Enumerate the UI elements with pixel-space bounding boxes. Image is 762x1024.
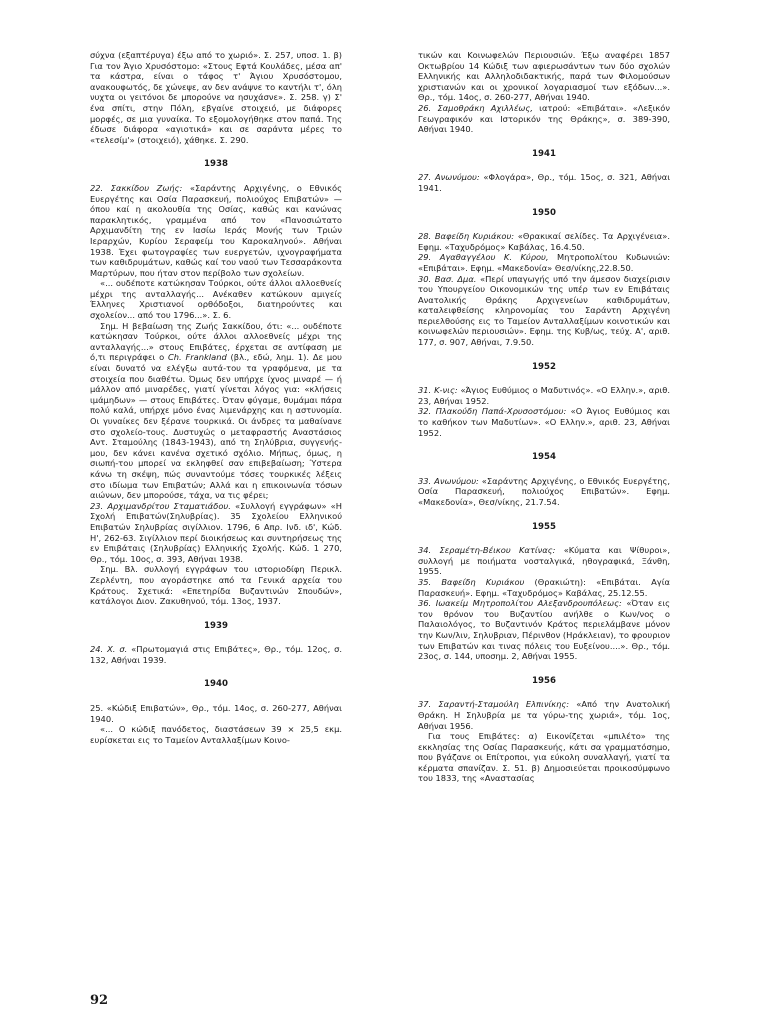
- entry-22-quote: «... ουδέποτε κατώκησαν Τούρκοι, ούτε άλλοι αλλοεθνείς μέχρι της ανταλλαγής... Ανέκαθεν κατώκουν αμιγείς Έλληνες Χριστιανοί ορθόδοξοι, διατηρούντες και σχολείον... από του 1796...». Σ. 6.: [90, 278, 342, 321]
- entry-32-text: «Ο Άγιος Ευθύμιος και το καθήκον των Μαδυτίων». «Ο Ελλην.», αριθ. 23, Αθήναι 1952.: [418, 406, 670, 438]
- entry-37: [418, 699, 670, 731]
- continued-paragraph: σύχνα (εξαπτέρυγα) έξω από το χωριό». Σ. 257, υποσ. 1. β) Για τον Άγιο Χρυσόστομο: «Στους Εφτά Κουλάδες, μέσα απ' τα κάστρα, είναι ο τάφος τ' Άγιου Χρυσόστομου, ανακουφωτός, δε χώνεψε, αν δεν ανάψνε το καντήλι τ', όλη νυχτα οι γειτόνοι δε μπορούνε να ησυχάσνε». Σ. 258. γ) Σ' ένα σπίτι, στην Πόλη, εβγαίνε στοιχειό, με διάφορες μορφές, σε μια γυναίκα. Το εξομολογήθηκε στον παπά. Της έδωσε διάφορα «αγιοτικά» και σε σαράντα μέρες το «τελεσίμ'» (στοιχειό), χάθηκε. Σ. 290.: [90, 50, 342, 145]
- entry-28: [418, 231, 670, 252]
- page-number: 92: [90, 993, 109, 1008]
- note-author-ref: Ch. Frankland: [167, 352, 227, 363]
- year-heading-1938: 1938: [204, 159, 228, 170]
- year-heading-1940: 1940: [204, 679, 228, 690]
- entry-24-text: «Πρωτομαγιά στις Επιβάτες», Θρ., τόμ. 12ος, σ. 132, Αθήναι 1939.: [90, 644, 343, 665]
- entry-37-text: «Από την Ανατολική Θράκη. Η Σηλυβρία με τα γύρω-της χωριά», τόμ. 1ος, Αθήναι 1956.: [418, 699, 670, 731]
- entry-29-author: 29. Αγαθαγγέλου Κ. Κύρου,: [418, 252, 549, 263]
- entry-33-author: 33. Ανωνύμου:: [418, 475, 479, 486]
- right-column: [418, 50, 670, 784]
- entry-36-text: «Όταν εις τον θρόνον του Βυζαντίου ανήλθε ο Κων/νος ο Παλαιολόγος, το Βυζαντινόν Κράτος περιελάμβανε μόνον την Κων/λιν, Σηλυβριαν, Πέρινθον (Ηράκλειαν), το φρουριον των Επιβατών και τινας πόλεις του Ευξείνου....». Θρ., τόμ. 23ος, σ. 144, υποσημ. 2, Αθήναι 1955.: [418, 598, 670, 662]
- entry-26-text: ιατρού: «Επιβάται». «Λεξικόν Γεωγραφικόν και Ιστορικόν της Θράκης», σ. 389-390, Αθήναι 1940.: [418, 102, 671, 135]
- entry-27-author: 27. Ανωνύμου:: [418, 172, 480, 183]
- entry-29: [418, 252, 670, 273]
- entry-32-author: 32. Πλακούδη Παπά-Χρυσοστόμου:: [418, 406, 567, 417]
- entry-23-text: «Συλλογή εγγράφων» «Η Σχολή Επιβατών(Σηλυβρίας). 35 Σχολείου Ελληνικού Επιβατών Σηλυβρίας σιγίλλιον. 1796, 6 Απρ. Ινδ. ιδ', Κώδ. Η', 262-63. Σιγίλλιον περί διοικήσεως και συντηρήσεως της εν Επιβάταις (Σηλυβρίας) Ελληνικής Σχολής. Κώδ. 1 270, Θρ., τόμ. 10ος, σ. 393, Αθήναι 1938.: [90, 500, 342, 564]
- entry-30-author: 30. Βασ. Δμα.: [418, 273, 477, 284]
- year-heading-1952: 1952: [532, 361, 556, 372]
- entry-28-text: «Θρακικαί σελίδες. Τα Αρχιγένεια». Εφημ. «Ταχυδρόμος» Καβάλας, 16.4.50.: [418, 231, 670, 252]
- entry-34-text: «Κύματα και Ψίθυροι», συλλογή με ποιήματα νοσταλγικά, ηθογραφικά, Ξάνθη, 1955.: [418, 545, 670, 577]
- entry-34-author: 34. Σεραμέτη-Βέικου Κατίνας:: [418, 545, 556, 556]
- entry-35: [418, 577, 670, 598]
- entry-22-text: «Σαράντης Αρχιγένης, ο Εθνικός Ευεργέτης και Οσία Παρασκευή, πολιούχος Επιβατών» — όπου καί η ακολουθία της Οσίας, καθώς και κανώνας παρακλητικός, γραμμένα από τον «Πανοσιώτατο Αρχιμανδίτη της εν Ιασίω Ιεράς Μονής των Τριών Ιεραρχών, Κυρίου Σεραφείμ του Καροκαληνού». Αθήναι 1938. Έχει φωτογραφίες των ευεργετών, ιχνογραφήματα των καθιδρυμάτων, καθώς καί του ναού των Τεσσαράκοντα Μαρτύρων, που ήταν στον περίβολο των σχολείων.: [90, 182, 343, 278]
- entry-37-author: 37. Σαραντή-Σταμούλη Ελπινίκης:: [418, 699, 570, 710]
- entry-22-author: 22. Σακκίδου Ζωής:: [90, 182, 183, 193]
- year-heading-1950: 1950: [532, 207, 556, 218]
- entry-26-author: 26. Σαμοθράκη Αχιλλέως,: [418, 102, 533, 113]
- entry-22: [90, 183, 342, 278]
- entry-24: [90, 644, 342, 665]
- year-heading-1954: 1954: [532, 452, 556, 463]
- entry-36-author: 36. Ιωακείμ Μητροπολίτου Αλεξανδρουπόλεως:: [418, 598, 622, 609]
- entry-37-detail: Για τους Επιβάτες: α) Εικονίζεται «μπιλέτο» της εκκλησίας της Οσίας Παρασκευής, κάτι σα γραμματόσημο, που βγάζανε οι Επίτροποι, για εύκολη συναλλαγή, γιατί τα κέρματα σπανίζαν. Σ. 51. β) Δημοσιεύεται προικοσύμφωνο του 1833, της «Αναστασίας: [418, 731, 670, 784]
- entry-29-text: Μητροπολίτου Κυδωνιών: «Επιβάται». Εφημ. «Μακεδονία» Θεσ/νίκης,22.8.50.: [418, 252, 671, 273]
- entry-25: 25. «Κώδιξ Επιβατών», Θρ., τόμ. 14ος, σ. 260-277, Αθήναι 1940.: [90, 703, 342, 724]
- continued-paragraph-right: τικών και Κοινωφελών Περιουσιών. Έξω αναφέρει 1857 Οκτωβρίου 14 Κώδιξ των αφιερωσάντων των δύο σχολών Ελληνικής και Αλληλοδιδακτικής, παρά των Φιλομούσων χριστιανών και οι χρονικοί λογαριασμοί των εξόδων...». Θρ., τόμ. 14ος, σ. 260-277, Αθήναι 1940.: [418, 50, 670, 103]
- entry-23-note: Σημ. Βλ. συλλογή εγγράφων του ιστοριοδίφη Περικλ. Ζερλέντη, που αγοράστηκε από τα Γενικά αρχεία του Κράτους. Σχετικά: «Επετηρίδα Βυζαντινών Σπουδών», κατάλογοι Διον. Ζακυθηνού, τόμ. 13ος, 1937.: [90, 564, 342, 607]
- entry-24-author: 24. Χ. σ.: [90, 644, 128, 655]
- entry-22-note: [90, 321, 342, 501]
- entry-32: [418, 406, 670, 438]
- entry-23: [90, 501, 342, 565]
- note-text-c: (βλ., εδώ, λημ. 1). Δε μου είναι δυνατό να ελέγξω αυτά-του τα γραφόμενα, με τα στοιχεία που διαθέτω. Όμως δεν υπήρχε ίχνος μιναρέ — ή μάλλον από μιναρέδες, γιατί γίνεται λόγος για: «κλήσεις ιμάμηδων» — στους Επιβάτες. Όταν φύγαμε, θυμάμαι πάρα πολύ καλά, υπήρχε μόνο ένας λιμενάρχης και η αστυνομία. Οι γυναίκες δεν ξέρανε τουρκικά. Οι άνδρες τα μαθαίνανε στο σχολείο-τους. Δυστυχώς ο μεταφραστής Αναστάσιος Αντ. Σταμούλης (1843-1943), από τη Σηλύβρια, συγγενής-μου, δεν κάνει κανένα σχετικό σχόλιο. Μήπως, όμως, η σιωπή-του μπορεί να εκληφθεί σαν επιβεβαίωση; Ύστερα κάνω τη σκέψη, πώς συναντούμε τόσες τουρκικές λέξεις στο ιδίωμα των Επιβατών; Αλλά και η επικοινωνία τόσων αιώνων, δεν μπορούσε, τάχα, να τις φέρει;: [90, 352, 342, 501]
- year-heading-1956: 1956: [532, 675, 556, 686]
- entry-27-text: «Φλογάρα», Θρ., τόμ. 15ος, σ. 321, Αθήναι 1941.: [418, 172, 670, 193]
- entry-31-text: «Άγιος Ευθύμιος ο Μαδυτινός». «Ο Ελλην.», αριθ. 23, Αθήναι 1952.: [418, 385, 670, 406]
- entry-30: [418, 274, 670, 348]
- entry-25-quote: «... Ο κώδιξ πανόδετος, διαστάσεων 39 × 25,5 εκμ. ευρίσκεται εις το Ταμείον Ανταλλαξίμων Κοινο-: [90, 724, 342, 745]
- entry-35-text: (Θρακιώτη): «Επιβάται. Αγία Παρασκευή». Εφημ. «Ταχυδρόμος» Καβάλας, 25.12.55.: [418, 576, 670, 598]
- entry-36: [418, 598, 670, 662]
- entry-31-author: 31. Κ-νις:: [418, 385, 458, 396]
- entry-34: [418, 545, 670, 577]
- entry-33-text: «Σαράντης Αρχιγένης, ο Εθνικός Ευεργέτης, Οσία Παρασκευή, πολιούχος Επιβατών». Εφημ. «Μακεδονία», Θεσ/νίκης, 21.7.54.: [418, 475, 670, 507]
- year-heading-1939: 1939: [204, 620, 228, 631]
- entry-31: [418, 385, 670, 406]
- entry-30-text: «Περί υπαγωγής υπό την άμεσον διαχείρισιν του Υπουργείου Οικονομικών της υπέρ των εν Επιβάταις Ανατολικής Θράκης Αρχιγενείων καθιδρυμάτων, καταλειφθείσης κληρονομίας του Σαράντη Αρχιγένη περιελθούσης εις το Ταμείον Ανταλλαξίμων κοινοτικών και κοινωφελών περιουσιών». Εφημ. της Κυβ/ως, τεύχ. Α', αριθ. 177, σ. 907, Αθήναι, 7.9.50.: [418, 273, 670, 348]
- entry-27: [418, 172, 670, 193]
- entry-33: [418, 476, 670, 508]
- year-heading-1941: 1941: [532, 148, 556, 159]
- entry-35-author: 35. Βαφείδη Κυριάκου: [418, 576, 525, 587]
- entry-28-author: 28. Βαφείδη Κυριάκου:: [418, 231, 515, 242]
- entry-23-author: 23. Αρχιμανδρίτου Σταματιάδου.: [90, 500, 231, 511]
- note-text-a: Σημ. Η βεβαίωση της Ζωής Σακκίδου, ότι: «... ουδέποτε κατώκησαν Τούρκοι, ούτε άλλοι αλλοεθνείς μέχρι της ανταλλαγής...» στους Επιβάτες, έρχεται σε αντίφαση με ό,τι περιγράφει ο: [90, 320, 342, 363]
- left-column: [90, 50, 342, 745]
- year-heading-1955: 1955: [532, 521, 556, 532]
- entry-26: [418, 103, 670, 135]
